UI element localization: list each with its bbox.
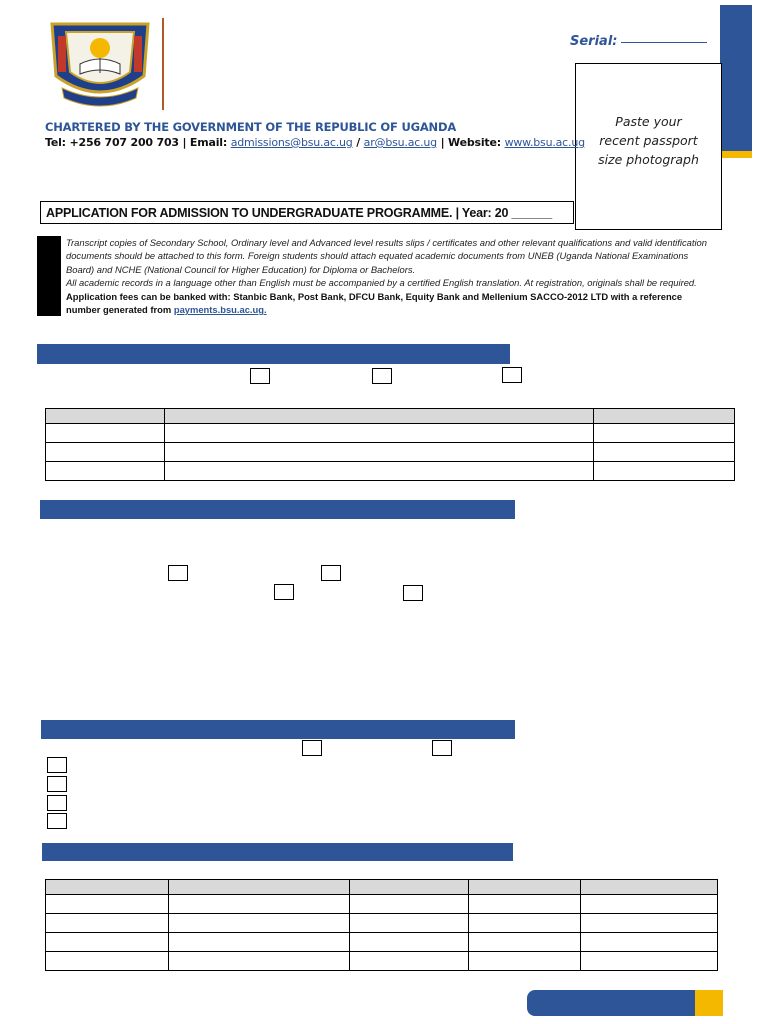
table-cell[interactable] [165,424,594,443]
table-cell[interactable] [469,895,581,914]
table-cell[interactable] [46,933,169,952]
table-row[interactable] [46,914,718,933]
payments-link[interactable]: payments.bsu.ac.ug. [173,304,267,316]
admissions-email-link[interactable]: admissions@bsu.ac.ug [230,136,353,149]
checkbox-option[interactable] [302,740,322,756]
table-cell[interactable] [581,933,718,952]
checkbox-option[interactable] [502,367,522,383]
section-band-1 [37,344,510,364]
application-title-text: APPLICATION FOR ADMISSION TO UNDERGRADUATE PROGRAMME. | Year: 20 ______ [46,205,553,220]
notes-transcripts: Transcript copies of Secondary School, Ordinary level and Advanced level results slips / certificates and other relevant qualifications and valid identification documents should be attached to this form. Foreign students should attach equated academic documents from UNEB (Uganda National Examinations Board) and NCHE (National Council for Higher Education) for Diploma or Bachelors. [66,237,707,275]
charter-line: CHARTERED BY THE GOVERNMENT OF THE REPUBLIC OF UGANDA [45,120,457,134]
table-row[interactable] [46,952,718,971]
table-cell[interactable] [46,424,165,443]
table-header-cell [46,409,165,424]
table-cell[interactable] [469,914,581,933]
table-header-cell [169,880,350,895]
table-cell[interactable] [350,933,469,952]
table-cell[interactable] [350,895,469,914]
table-cell[interactable] [46,895,169,914]
academic-records-table [45,879,718,971]
table-row[interactable] [46,462,735,481]
tel-email-label: Tel: +256 707 200 703 | Email: [45,136,231,149]
side-accent-bar-yellow [720,151,752,158]
table-header-cell [350,880,469,895]
table-cell[interactable] [350,952,469,971]
application-title [40,201,574,224]
section-band-3 [41,720,515,739]
checkbox-option[interactable] [47,776,67,792]
table-cell[interactable] [581,914,718,933]
email-separator: / [352,136,364,149]
notes-translation: All academic records in a language other than English must be accompanied by a certified English translation. At registration, originals shall be required. [66,277,697,289]
side-accent-bar [720,5,752,151]
table-cell[interactable] [46,462,165,481]
checkbox-option[interactable] [274,584,294,600]
table-cell[interactable] [581,952,718,971]
table-cell[interactable] [169,895,350,914]
notes-marker-bar [37,236,61,316]
passport-photo-box[interactable] [575,63,722,230]
table-row[interactable] [46,443,735,462]
table-cell[interactable] [46,443,165,462]
university-crest-logo [44,18,156,110]
table-header-cell [594,409,735,424]
website-label: | Website: [436,136,505,149]
table-cell[interactable] [46,914,169,933]
contact-line [45,136,585,149]
serial-label: Serial: [570,34,618,49]
table-cell[interactable] [594,462,735,481]
notes-fees-text: Application fees can be banked with: Stanbic Bank, Post Bank, DFCU Bank, Equity Bank and Mellenium SACCO-2012 LTD with a reference number generated from [66,290,683,316]
table-cell[interactable] [594,424,735,443]
table-cell[interactable] [581,895,718,914]
checkbox-option[interactable] [168,565,188,581]
table-header-row [46,409,735,424]
table-header-cell [165,409,594,424]
table-header-cell [581,880,718,895]
photo-instructions: Paste your recent passport size photograph [598,114,699,167]
table-cell[interactable] [46,952,169,971]
checkbox-option[interactable] [47,813,67,829]
table-row[interactable] [46,424,735,443]
notes-fees [66,290,716,317]
application-notes [66,236,716,316]
ar-email-link[interactable]: ar@bsu.ac.ug [363,136,437,149]
table-cell[interactable] [594,443,735,462]
table-cell[interactable] [165,443,594,462]
table-header-cell [46,880,169,895]
table-cell[interactable] [350,914,469,933]
table-header-cell [469,880,581,895]
checkbox-option[interactable] [321,565,341,581]
table-header-row [46,880,718,895]
serial-line [621,42,707,43]
section-band-4 [42,843,513,861]
table-cell[interactable] [169,914,350,933]
footer-accent-tab [527,990,695,1016]
checkbox-option[interactable] [432,740,452,756]
table-cell[interactable] [169,933,350,952]
header-divider [162,18,164,110]
table-cell[interactable] [469,952,581,971]
programme-choices-table [45,408,735,481]
table-row[interactable] [46,933,718,952]
section-band-2 [40,500,515,519]
checkbox-option[interactable] [403,585,423,601]
checkbox-option[interactable] [250,368,270,384]
table-cell[interactable] [169,952,350,971]
serial-field[interactable] [570,34,707,49]
table-cell[interactable] [469,933,581,952]
table-row[interactable] [46,895,718,914]
checkbox-option[interactable] [47,795,67,811]
footer-accent-tab-yellow [695,990,723,1016]
website-link[interactable]: www.bsu.ac.ug [504,136,585,149]
table-cell[interactable] [165,462,594,481]
checkbox-option[interactable] [47,757,67,773]
checkbox-option[interactable] [372,368,392,384]
